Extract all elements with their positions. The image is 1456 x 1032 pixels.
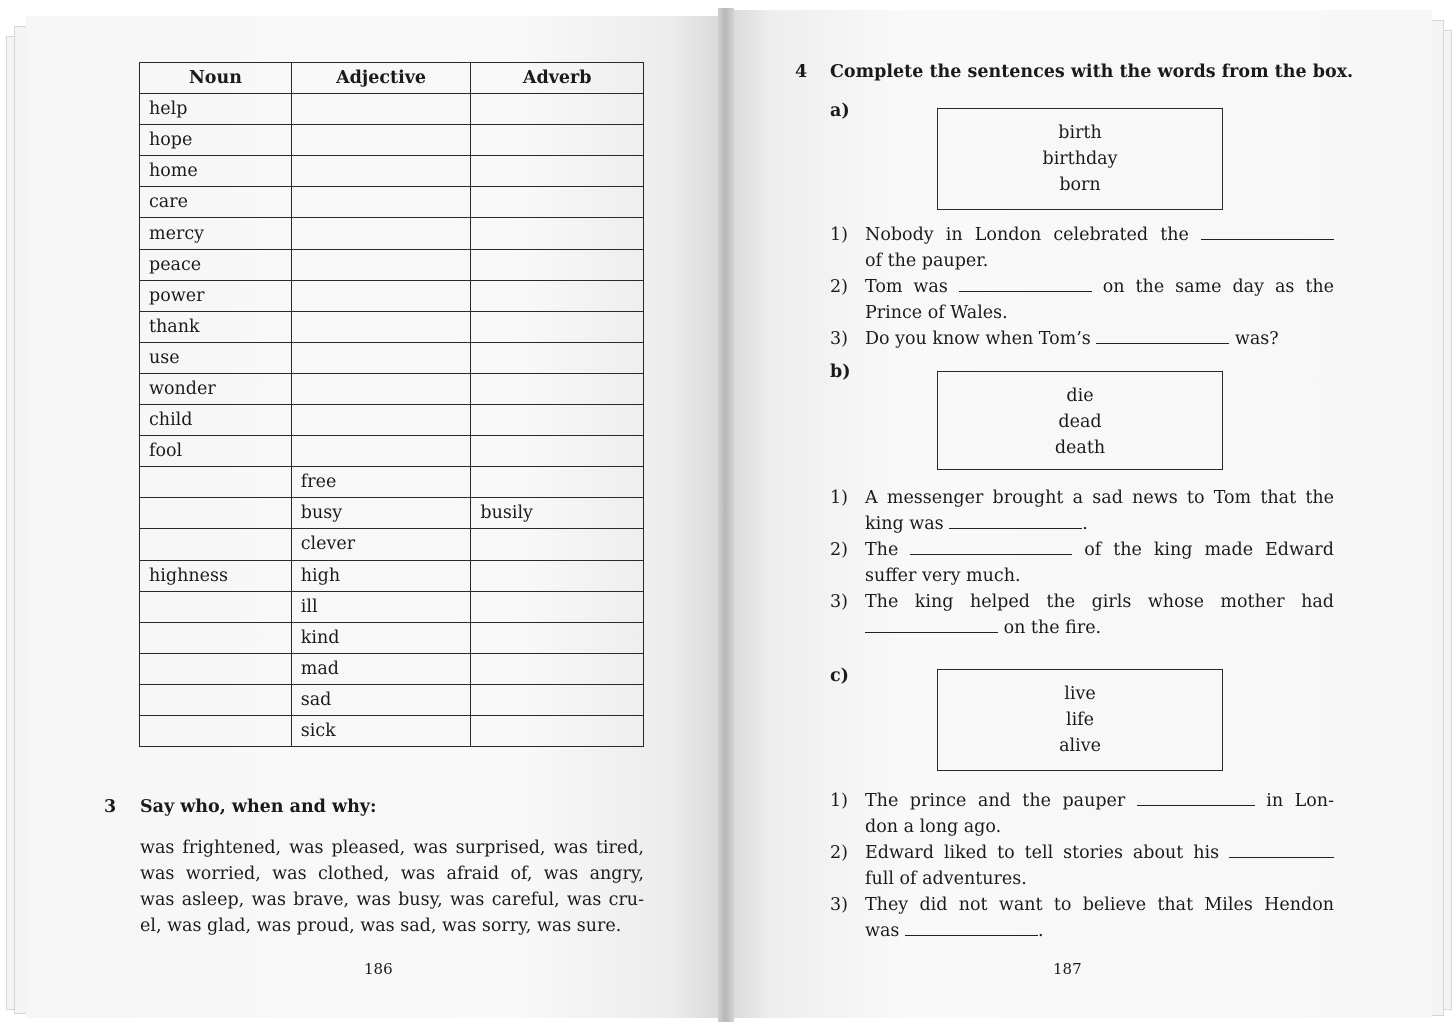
table-row	[140, 342, 644, 373]
sentence-number: 1)	[830, 488, 848, 508]
table-row	[140, 436, 644, 467]
cell-adverb	[471, 591, 644, 622]
header-adjective: Adjective	[291, 63, 471, 94]
cell-adverb	[471, 125, 644, 156]
cell-adjective	[291, 436, 471, 467]
answer-blank[interactable]	[865, 616, 998, 633]
cell-adjective	[291, 94, 471, 125]
sentence-number: 1)	[830, 225, 848, 245]
cell-adjective	[291, 405, 471, 436]
sentence-item	[830, 326, 1334, 352]
book-gutter	[718, 8, 734, 1022]
answer-blank[interactable]	[1137, 789, 1255, 806]
table-row	[140, 311, 644, 342]
answer-blank[interactable]	[1229, 841, 1334, 858]
sentence-line	[865, 788, 1334, 814]
cell-noun: thank	[140, 311, 292, 342]
sentence-line	[865, 274, 1334, 300]
table-row	[140, 94, 644, 125]
cell-adjective: mad	[291, 653, 471, 684]
cell-adverb	[471, 436, 644, 467]
word-box-word: birthday	[1042, 149, 1118, 169]
cell-noun	[140, 529, 292, 560]
sentence-number: 2)	[830, 540, 848, 560]
sentence-text: Prince of Wales.	[865, 303, 1008, 323]
cell-noun	[140, 653, 292, 684]
cell-noun	[140, 498, 292, 529]
table-row	[140, 125, 644, 156]
sentence-item	[830, 274, 1334, 326]
table-row	[140, 249, 644, 280]
word-box-word: birth	[1058, 123, 1102, 143]
sentence-text: Tom was	[865, 277, 959, 297]
sentence-text: .	[1037, 921, 1044, 941]
word-box-word: life	[1065, 710, 1095, 730]
table-row	[140, 280, 644, 311]
exercise-3-line: el, was glad, was proud, was sad, was sorry, was sure.	[140, 916, 622, 936]
cell-noun	[140, 467, 292, 498]
word-box	[937, 371, 1223, 470]
sentence-line	[865, 326, 1334, 352]
sentence-line	[865, 300, 1334, 326]
cell-adverb	[471, 342, 644, 373]
sentence-item	[830, 537, 1334, 589]
sentence-text: Do you know when Tom’s	[865, 329, 1097, 349]
word-box-word: death	[1054, 438, 1106, 458]
sentence-item	[830, 892, 1334, 944]
table-row	[140, 498, 644, 529]
exercise-3-title: Say who, when and why:	[140, 797, 377, 817]
word-box	[937, 669, 1223, 771]
sentence-text: was?	[1229, 329, 1279, 349]
sentence-line	[865, 615, 1334, 641]
sentence-number: 2)	[830, 277, 848, 297]
sentence-line	[865, 814, 1334, 840]
sentence-item	[830, 485, 1334, 537]
cell-adjective	[291, 156, 471, 187]
table-row	[140, 653, 644, 684]
exercise-3-number: 3	[104, 797, 117, 817]
cell-adverb	[471, 684, 644, 715]
sentence-line	[865, 892, 1334, 918]
sentence-line	[865, 840, 1334, 866]
sentence-item	[830, 788, 1334, 840]
cell-noun	[140, 622, 292, 653]
cell-adjective	[291, 218, 471, 249]
table-row	[140, 218, 644, 249]
table-header-row	[140, 63, 644, 94]
cell-noun: help	[140, 94, 292, 125]
sentence-text: was	[865, 921, 905, 941]
cell-adverb	[471, 405, 644, 436]
cell-noun: use	[140, 342, 292, 373]
section-label: b)	[830, 362, 851, 382]
sentence-text: The king helped the girls whose mother had	[865, 592, 1334, 612]
sentence-text: in Lon-	[1254, 791, 1334, 811]
sentence-item	[830, 222, 1334, 274]
table-row	[140, 405, 644, 436]
answer-blank[interactable]	[910, 538, 1072, 555]
sentence-line	[865, 589, 1334, 615]
sentence-text: The	[865, 540, 911, 560]
sentence-line	[865, 248, 1334, 274]
cell-adverb	[471, 249, 644, 280]
sentence-line	[865, 866, 1334, 892]
exercise-3-line: was worried, was clothed, was afraid of, was angry,	[140, 864, 644, 884]
answer-blank[interactable]	[959, 275, 1092, 292]
cell-noun: wonder	[140, 373, 292, 404]
cell-noun: fool	[140, 436, 292, 467]
exercise-3-line: was frightened, was pleased, was surprised, was tired,	[140, 838, 644, 858]
cell-adjective	[291, 373, 471, 404]
page-number-left: 186	[364, 960, 393, 978]
table-row	[140, 622, 644, 653]
table-row	[140, 529, 644, 560]
exercise-3-text	[140, 835, 644, 939]
exercise-4-number: 4	[795, 62, 808, 82]
answer-blank[interactable]	[1201, 223, 1334, 240]
sentence-number: 3)	[830, 895, 848, 915]
sentence-text: They did not want to believe that Miles Hendon	[865, 895, 1334, 915]
table-row	[140, 684, 644, 715]
table-row	[140, 467, 644, 498]
cell-adjective: sad	[291, 684, 471, 715]
cell-adjective: ill	[291, 591, 471, 622]
cell-adjective: kind	[291, 622, 471, 653]
sentence-line	[865, 511, 1334, 537]
cell-noun	[140, 684, 292, 715]
section-label: c)	[830, 666, 849, 686]
cell-adjective	[291, 187, 471, 218]
sentence-item	[830, 840, 1334, 892]
word-box-word: live	[1064, 684, 1096, 704]
cell-noun	[140, 591, 292, 622]
sentence-line	[865, 222, 1334, 248]
cell-adjective: high	[291, 560, 471, 591]
sentence-text: .	[1082, 514, 1088, 534]
cell-adjective	[291, 280, 471, 311]
cell-noun: home	[140, 156, 292, 187]
cell-adverb	[471, 280, 644, 311]
sentence-text: The prince and the pauper	[865, 791, 1137, 811]
table-row	[140, 560, 644, 591]
sentence-text: on the fire.	[998, 618, 1102, 638]
word-box-word: alive	[1059, 736, 1101, 756]
table-row	[140, 156, 644, 187]
cell-adjective	[291, 125, 471, 156]
table-row	[140, 715, 644, 746]
sentence-text: Edward liked to tell stories about his	[865, 843, 1229, 863]
sentence-line	[865, 485, 1334, 511]
cell-adverb	[471, 156, 644, 187]
cell-adverb	[471, 529, 644, 560]
sentence-number: 3)	[830, 329, 848, 349]
cell-adverb	[471, 653, 644, 684]
cell-noun: hope	[140, 125, 292, 156]
sentence-text: on the same day as the	[1091, 277, 1334, 297]
sentence-text: of the king made Edward	[1072, 540, 1334, 560]
sentence-number: 3)	[830, 592, 848, 612]
cell-adjective: free	[291, 467, 471, 498]
answer-blank[interactable]	[949, 512, 1082, 529]
cell-noun	[140, 715, 292, 746]
table-body	[140, 94, 644, 747]
cell-adverb: busily	[471, 498, 644, 529]
sentence-text: Nobody in London celebrated the	[865, 225, 1201, 245]
cell-adjective	[291, 342, 471, 373]
cell-noun: highness	[140, 560, 292, 591]
answer-blank[interactable]	[1096, 327, 1229, 344]
sentence-text: don a long ago.	[865, 817, 1002, 837]
sentence-item	[830, 589, 1334, 641]
exercise-4-title: Complete the sentences with the words from the box.	[830, 62, 1354, 82]
table-row	[140, 373, 644, 404]
cell-adverb	[471, 715, 644, 746]
sentence-text: full of adventures.	[865, 869, 1027, 889]
sentence-text: king was	[865, 514, 950, 534]
cell-adverb	[471, 218, 644, 249]
sentence-line	[865, 918, 1334, 944]
word-box	[937, 108, 1223, 210]
word-formation-table	[139, 62, 644, 747]
sentence-number: 1)	[830, 791, 848, 811]
cell-adjective: busy	[291, 498, 471, 529]
header-adverb: Adverb	[471, 63, 644, 94]
sentence-line	[865, 563, 1334, 589]
word-box-word: born	[1059, 175, 1101, 195]
cell-adverb	[471, 311, 644, 342]
word-box-word: dead	[1058, 412, 1102, 432]
cell-adverb	[471, 94, 644, 125]
cell-adjective: sick	[291, 715, 471, 746]
cell-adverb	[471, 187, 644, 218]
cell-adjective	[291, 249, 471, 280]
cell-noun: power	[140, 280, 292, 311]
cell-noun: child	[140, 405, 292, 436]
cell-adjective: clever	[291, 529, 471, 560]
cell-adverb	[471, 622, 644, 653]
cell-noun: care	[140, 187, 292, 218]
table-row	[140, 591, 644, 622]
cell-adverb	[471, 373, 644, 404]
sentence-text: A messenger brought a sad news to Tom that the	[865, 488, 1334, 508]
page-number-right: 187	[1053, 960, 1082, 978]
exercise-3-line: was asleep, was brave, was busy, was careful, was cru-	[140, 890, 644, 910]
sentence-number: 2)	[830, 843, 848, 863]
word-box-word: die	[1066, 386, 1094, 406]
sentence-line	[865, 537, 1334, 563]
sentence-text: suffer very much.	[865, 566, 1021, 586]
sentence-text: of the pauper.	[865, 251, 989, 271]
cell-noun: mercy	[140, 218, 292, 249]
cell-adverb	[471, 467, 644, 498]
header-noun: Noun	[140, 63, 292, 94]
cell-adjective	[291, 311, 471, 342]
table-row	[140, 187, 644, 218]
cell-adverb	[471, 560, 644, 591]
answer-blank[interactable]	[905, 919, 1038, 936]
cell-noun: peace	[140, 249, 292, 280]
section-label: a)	[830, 101, 850, 121]
